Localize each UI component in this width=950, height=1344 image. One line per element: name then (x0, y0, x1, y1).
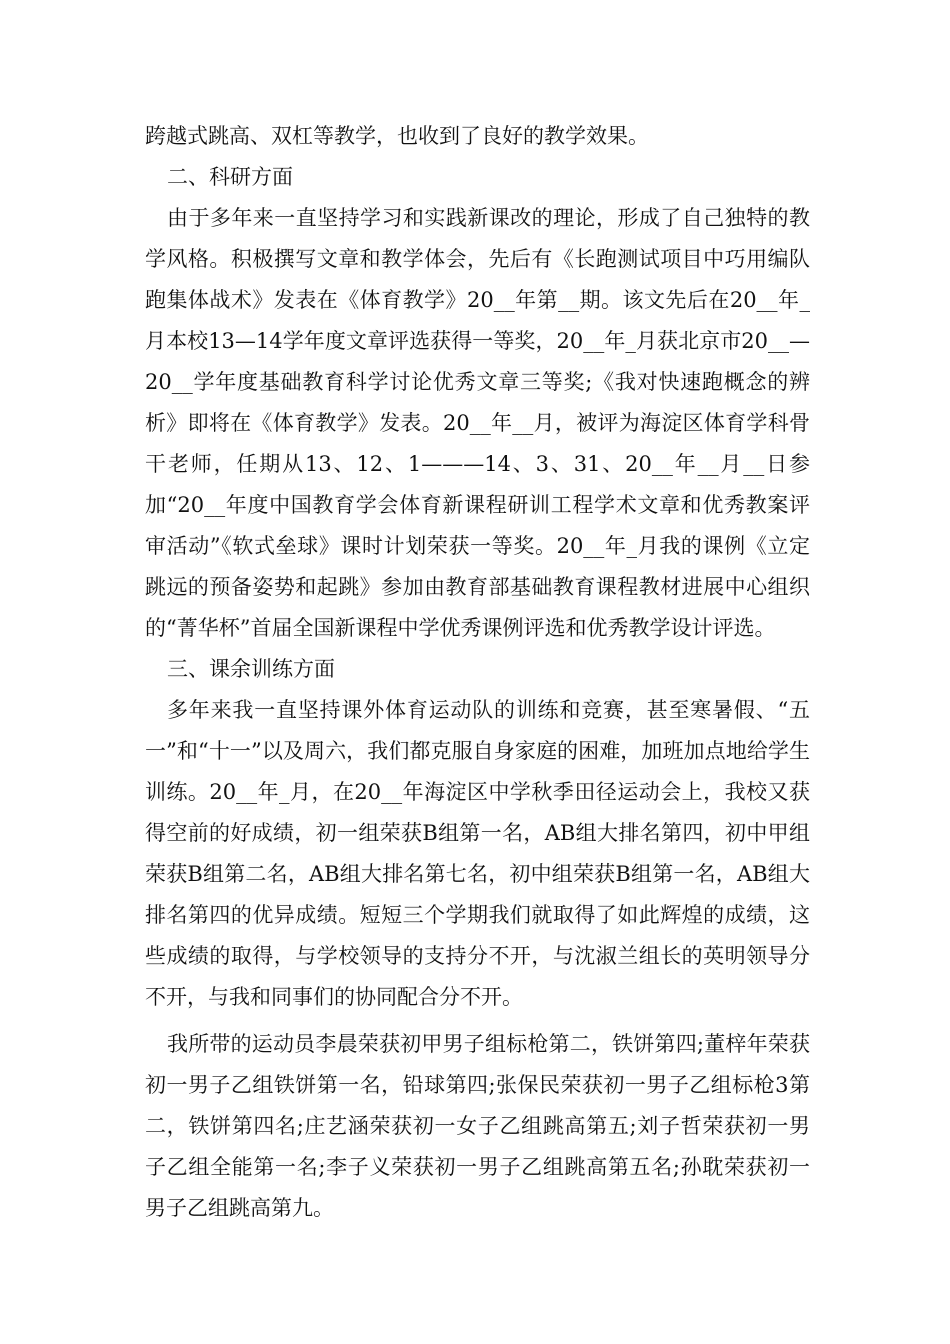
document-body (145, 116, 810, 1229)
section-heading-training: 三、课余训练方面 (167, 657, 335, 681)
paragraph-training: 多年来我一直坚持课外体育运动队的训练和竞赛，甚至寒暑假、“五一”和“十一”以及周六，我们都克服自身家庭的困难，加班加点地给学生训练。20__年_月，在20__年海淀区中学秋季田径运动会上，我校又获得空前的好成绩，初一组荣获B组第一名，AB组大排名第四，初中甲组荣获B组第二名，AB组大排名第七名，初中组荣获B组第一名，AB组大排名第四的优异成绩。短短三个学期我们就取得了如此辉煌的成绩，这些成绩的取得，与学校领导的支持分不开，与沈淑兰组长的英明领导分不开，与我和同事们的协同配合分不开。 (145, 698, 810, 1009)
paragraph-athletes: 我所带的运动员李晨荣获初甲男子组标枪第二，铁饼第四;董梓年荣获初一男子乙组铁饼第一名，铅球第四;张保民荣获初一男子乙组标枪3第二，铁饼第四名;庄艺涵荣获初一女子乙组跳高第五;刘子哲荣获初一男子乙组全能第一名;李子义荣获初一男子乙组跳高第五名;孙耽荣获初一男子乙组跳高第九。 (145, 1032, 810, 1220)
paragraph-research: 由于多年来一直坚持学习和实践新课改的理论，形成了自己独特的教学风格。积极撰写文章和教学体会，先后有《长跑测试项目中巧用编队跑集体战术》发表在《体育教学》20__年第__期。该文先后在20__年_月本校13—14学年度文章评选获得一等奖，20__年_月获北京市20__—20__学年度基础教育科学讨论优秀文章三等奖;《我对快速跑概念的辨析》即将在《体育教学》发表。20__年__月，被评为海淀区体育学科骨干老师，任期从13、12、1———14、3、31、20__年__月__日参加“20__年度中国教育学会体育新课程研训工程学术文章和优秀教案评审活动”《软式垒球》课时计划荣获一等奖。20__年_月我的课例《立定跳远的预备姿势和起跳》参加由教育部基础教育课程教材进展中心组织的“菁华杯”首届全国新课程中学优秀课例评选和优秀教学设计评选。 (145, 206, 810, 640)
paragraph-continuation: 跨越式跳高、双杠等教学，也收到了良好的教学效果。 (145, 124, 649, 148)
section-heading-research: 二、科研方面 (167, 165, 293, 189)
